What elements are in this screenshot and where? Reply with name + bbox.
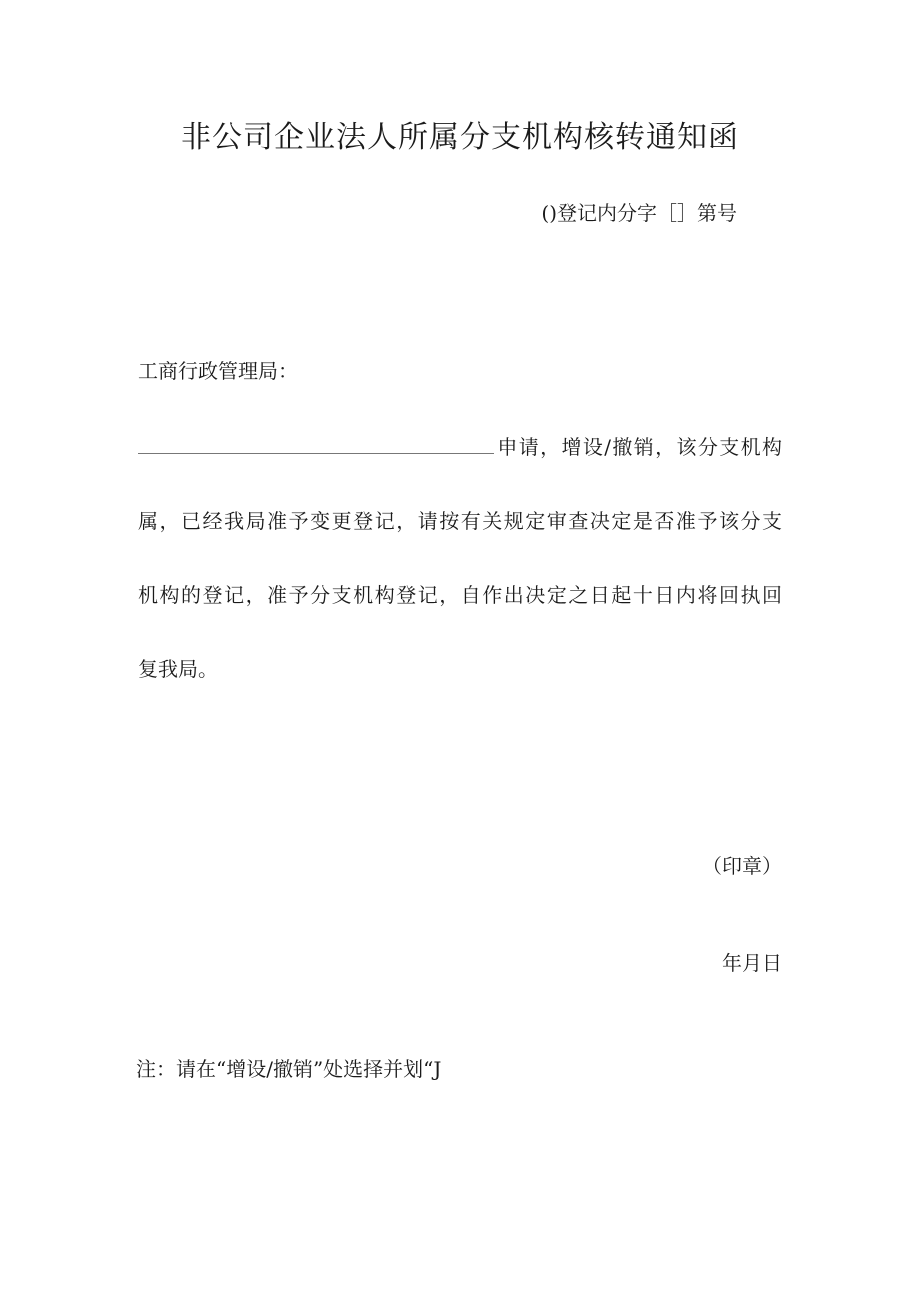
applicant-blank — [138, 431, 494, 454]
footnote: 注：请在“增设/撤销”处选择并划“J — [136, 1057, 442, 1081]
date-placeholder: 年月日 — [722, 951, 782, 975]
seal-placeholder: （印章） — [702, 854, 782, 878]
body-line-text: 申请，增设/撤销，该分支机构 — [496, 435, 782, 459]
body-paragraph — [138, 430, 782, 726]
body-line: 复我局。 — [138, 657, 218, 681]
addressee: 工商行政管理局： — [138, 359, 298, 383]
document-number: ()登记内分字［］第号 — [541, 201, 737, 225]
body-line: 属，已经我局准予变更登记，请按有关规定审查决定是否准予该分支 — [138, 509, 782, 533]
document-title: 非公司企业法人所属分支机构核转通知函 — [181, 120, 739, 155]
body-line: 机构的登记，准予分支机构登记，自作出决定之日起十日内将回执回 — [138, 583, 782, 607]
body-line — [138, 430, 782, 504]
